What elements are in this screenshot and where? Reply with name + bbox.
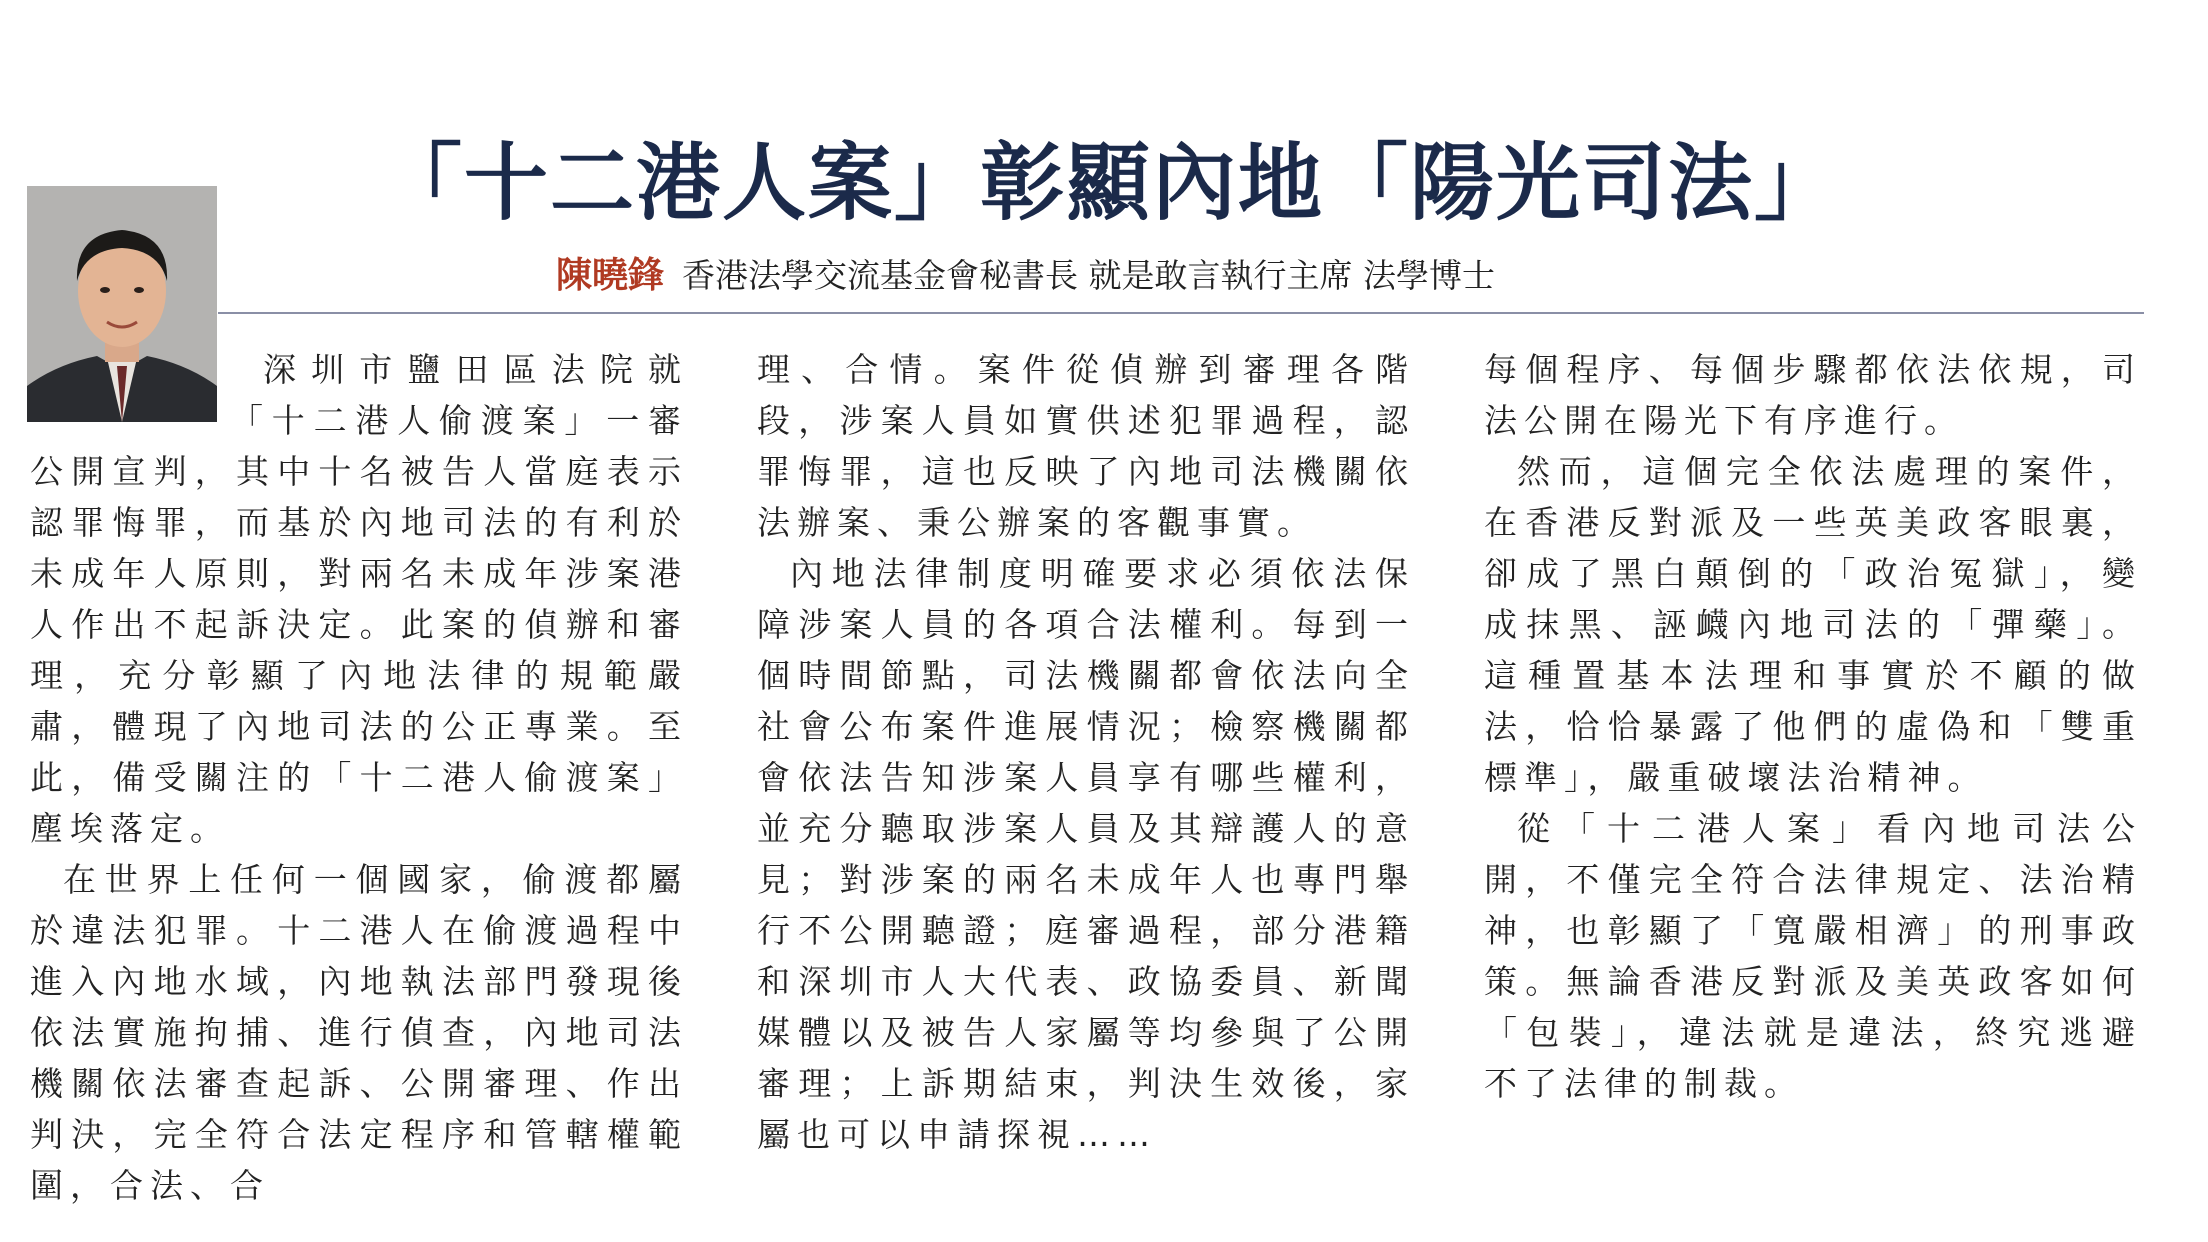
column-1 — [30, 344, 688, 1211]
photo-wrap-space — [30, 344, 230, 446]
article-title: 「十二港人案」彰顯內地「陽光司法」 — [378, 134, 1841, 232]
header-rule — [218, 312, 2144, 314]
column-2 — [757, 344, 1415, 1160]
paragraph: 內地法律制度明確要求必須依法保障涉案人員的各項合法權利。每到一個時間節點，司法機關都會依法向全社會公布案件進展情況；檢察機關都會依法告知涉案人員享有哪些權利，並充分聽取涉案人員及其辯護人的意見；對涉案的兩名未成年人也專門舉行不公開聽證；庭審過程，部分港籍和深圳市人大代表、政協委員、新聞媒體以及被告人家屬等均參與了公開審理；上訴期結束，判決生效後，家屬也可以申請探視…… — [757, 554, 1415, 1154]
paragraph: 深圳市鹽田區法院就「十二港人偷渡案」一審公開宣判，其中十名被告人當庭表示認罪悔罪，而基於內地司法的有利於未成年人原則，對兩名未成年涉案港人作出不起訴決定。此案的偵辦和審理，充分彰顯了內地法律的規範嚴肅，體現了內地司法的公正專業。至此，備受關注的「十二港人偷渡案」塵埃落定。 — [30, 350, 688, 848]
paragraph: 理、合情。案件從偵辦到審理各階段，涉案人員如實供述犯罪過程，認罪悔罪，這也反映了內地司法機關依法辦案、秉公辦案的客觀事實。 — [757, 350, 1415, 542]
paragraph: 然而，這個完全依法處理的案件，在香港反對派及一些英美政客眼裏，卻成了黑白顛倒的「政治冤獄」，變成抹黑、誣衊內地司法的「彈藥」。這種置基本法理和事實於不顧的做法，恰恰暴露了他們的虛偽和「雙重標準」，嚴重破壞法治精神。 — [1484, 452, 2142, 797]
author-name: 陳曉鋒 — [556, 255, 665, 296]
paragraph: 在世界上任何一個國家，偷渡都屬於違法犯罪。十二港人在偷渡過程中進入內地水域，內地執法部門發現後依法實施拘捕、進行偵查，內地司法機關依法審查起訴、公開審理、作出判決，完全符合法定程序和管轄權範圍，合法、合 — [30, 860, 688, 1205]
paragraph: 從「十二港人案」看內地司法公開，不僅完全符合法律規定、法治精神，也彰顯了「寬嚴相濟」的刑事政策。無論香港反對派及美英政客如何「包裝」，違法就是違法，終究逃避不了法律的制裁。 — [1484, 809, 2142, 1103]
paragraph: 每個程序、每個步驟都依法依規，司法公開在陽光下有序進行。 — [1484, 350, 2142, 440]
byline — [556, 250, 1495, 302]
author-titles: 香港法學交流基金會秘書長 就是敢言執行主席 法學博士 — [682, 256, 1495, 295]
column-3 — [1484, 344, 2142, 1109]
